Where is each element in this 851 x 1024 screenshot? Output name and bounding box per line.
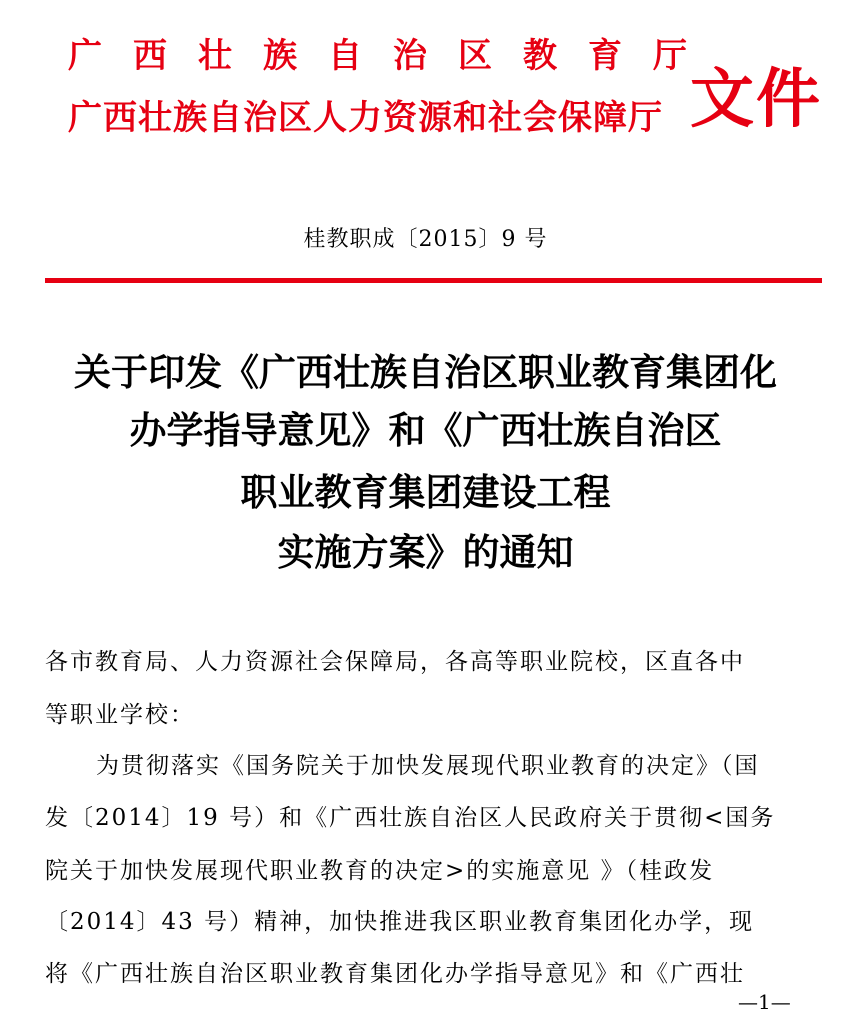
document-number: 桂教职成〔2015〕9 号 — [303, 227, 548, 252]
body-line-4: 发〔2014〕19 号）和《广西壮族自治区人民政府关于贯彻<国务 — [45, 805, 776, 831]
page-number: —1— — [738, 990, 791, 1014]
document-title-line-3: 职业教育集团建设工程 — [240, 470, 611, 514]
body-line-3: 为贯彻落实《国务院关于加快发展现代职业教育的决定》（国 — [96, 753, 760, 779]
document-type-mark: 文件 — [690, 62, 822, 137]
document-title-line-4: 实施方案》的通知 — [277, 530, 574, 574]
body-line-5: 院关于加快发展现代职业教育的决定>的实施意见 》（桂政发 — [45, 858, 715, 884]
document-title-line-2: 办学指导意见》和《广西壮族自治区 — [129, 408, 722, 452]
body-line-1: 各市教育局、人力资源社会保障局，各高等职业院校，区直各中 — [45, 649, 745, 675]
red-separator-line — [45, 278, 822, 283]
document-title-line-1: 关于印发《广西壮族自治区职业教育集团化 — [74, 350, 777, 394]
body-line-6: 〔2014〕43 号）精神，加快推进我区职业教育集团化办学，现 — [45, 909, 755, 935]
issuer-line-education-department: 广西壮族自治区教育厅 — [68, 36, 718, 76]
issuer-line-human-resources-department: 广西壮族自治区人力资源和社会保障厅 — [68, 98, 663, 138]
body-line-2: 等职业学校： — [45, 702, 195, 728]
body-line-7: 将《广西壮族自治区职业教育集团化办学指导意见》和《广西壮 — [45, 961, 745, 987]
